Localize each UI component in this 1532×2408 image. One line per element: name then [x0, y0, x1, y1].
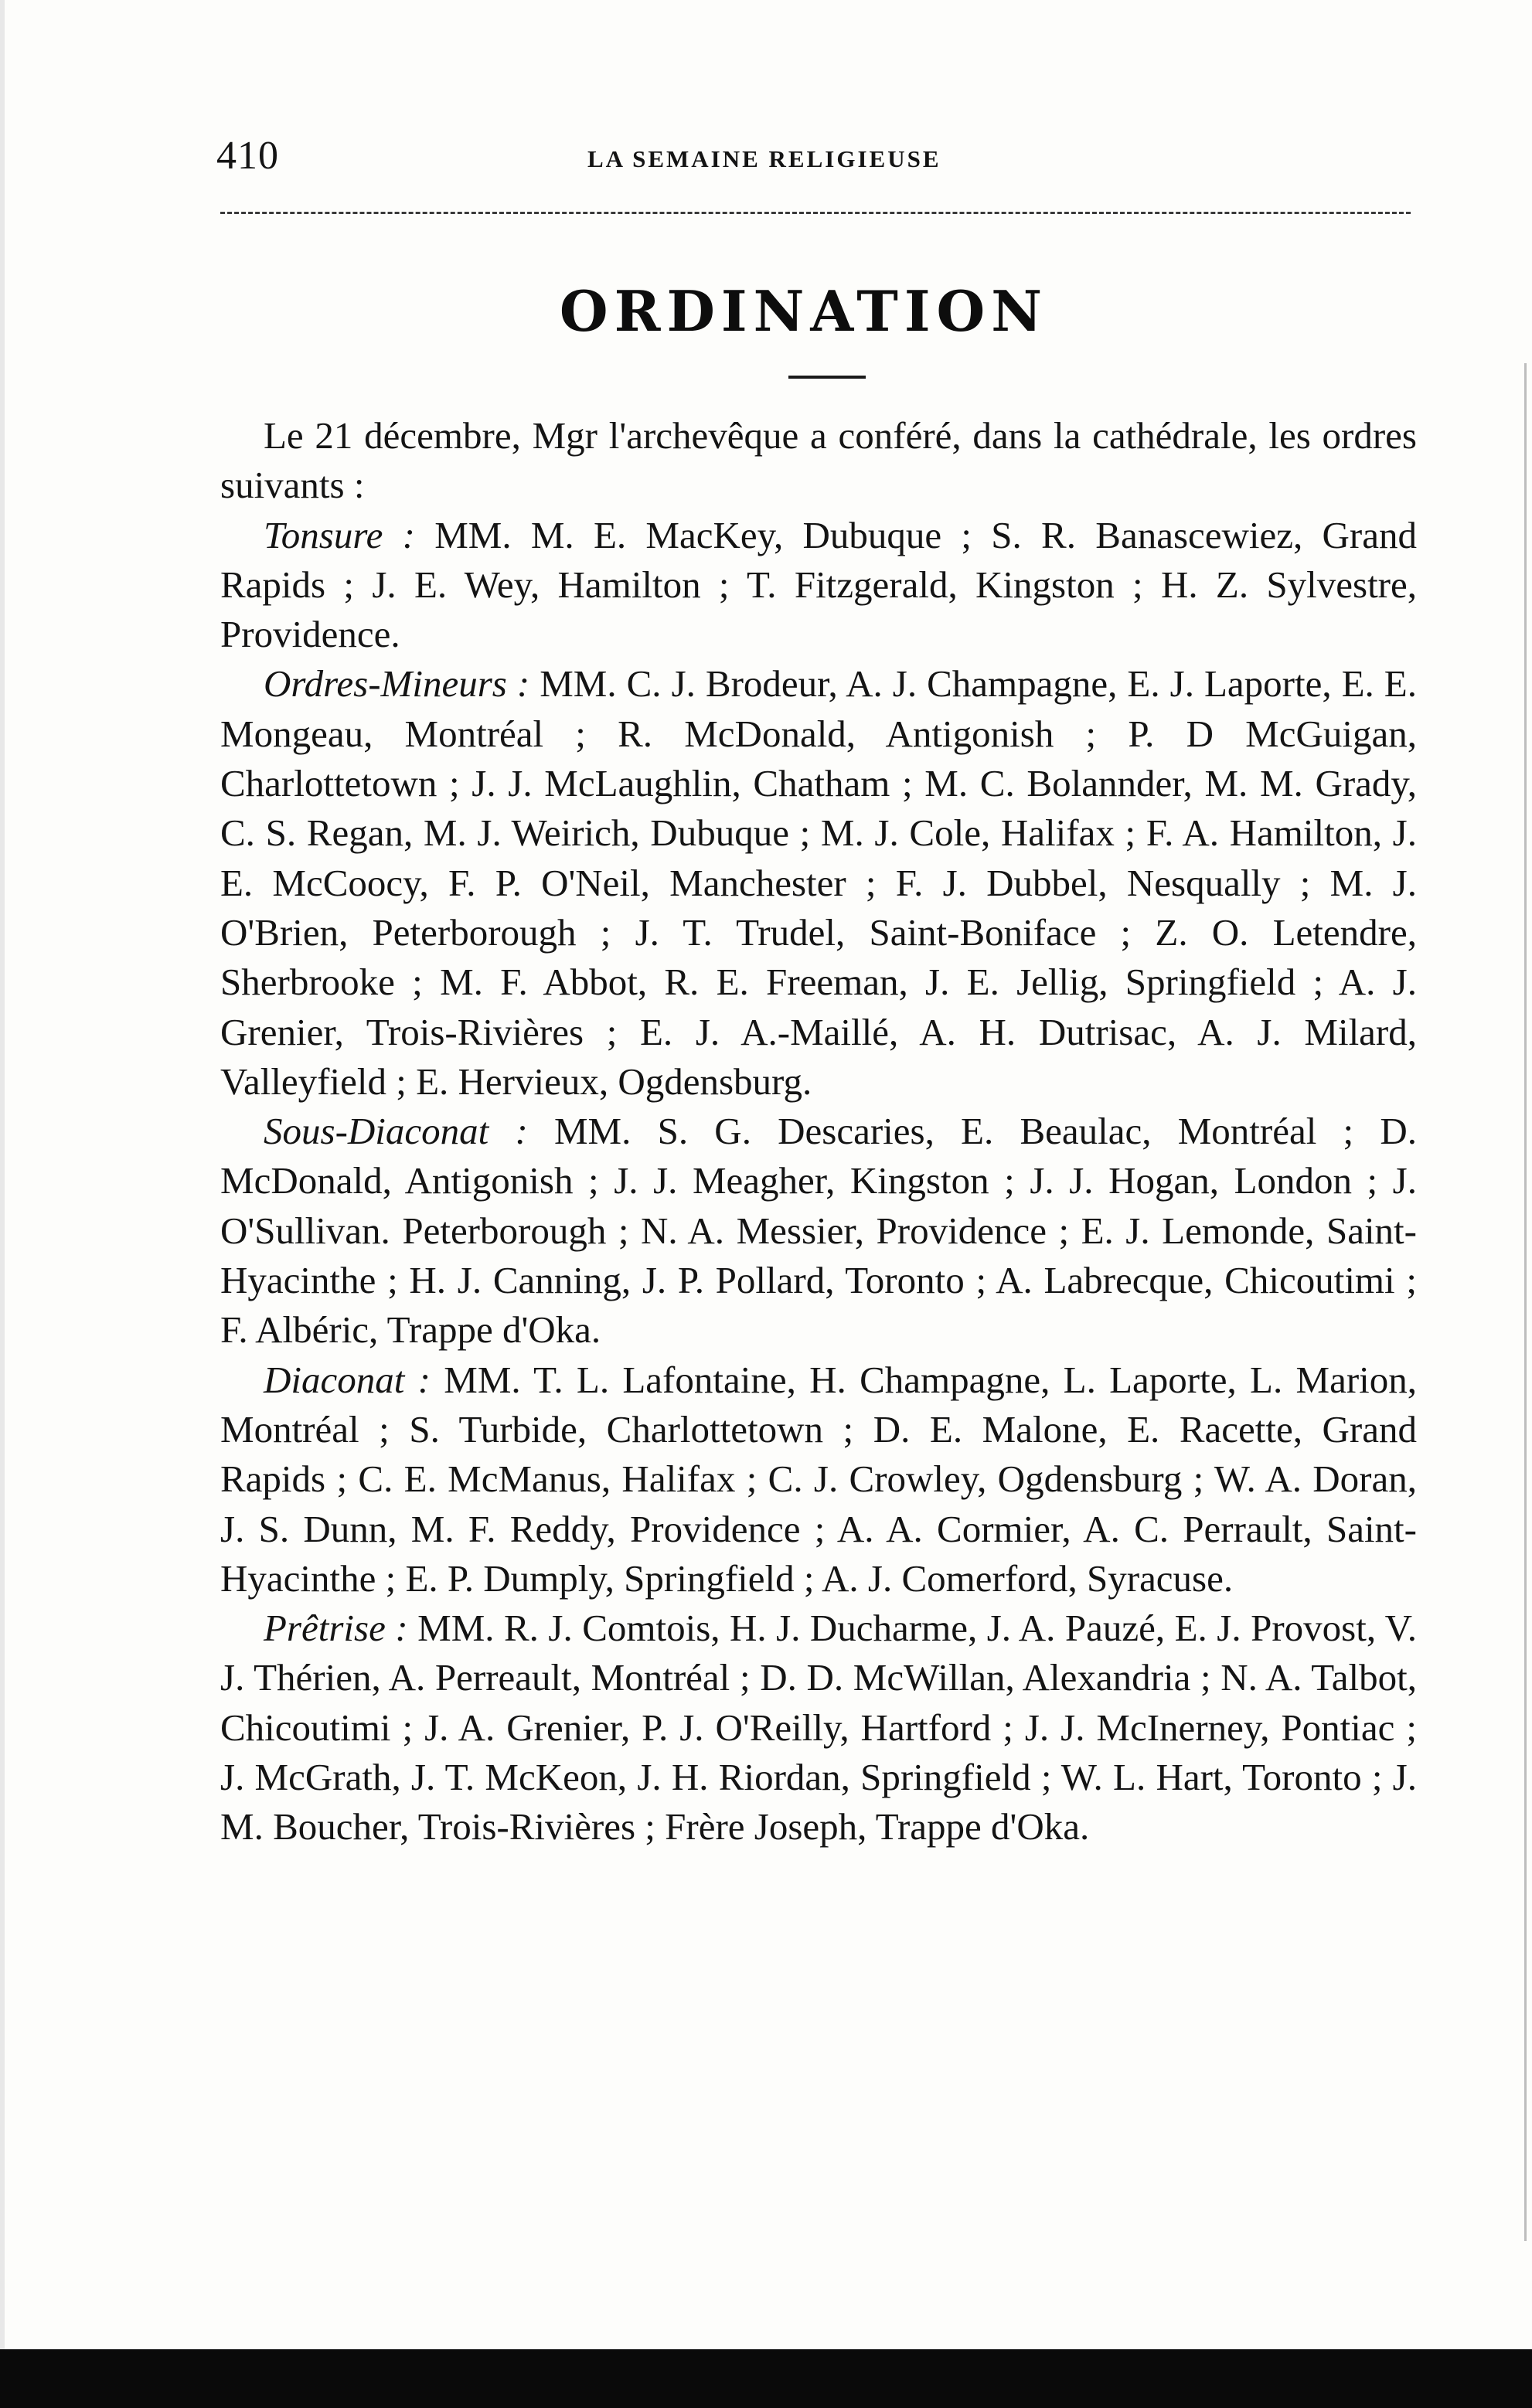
running-title: LA SEMAINE RELIGIEUSE — [587, 145, 941, 172]
scan-bottom-border — [0, 2349, 1532, 2408]
order-label-sous-diaconat: Sous-Diaconat : — [264, 1110, 528, 1153]
order-label-tonsure: Tonsure : — [264, 513, 415, 556]
intro-paragraph: Le 21 décembre, Mgr l'archevêque a conféré, dans la cathédrale, les ordres suivants : — [220, 414, 1417, 507]
order-text-diaconat: MM. T. L. Lafontaine, H. Champagne, L. Laporte, L. Marion, Montréal ; S. Turbide, Charlottetown ; D. E. Malone, E. Racette, Grand Rapids ; C. E. McManus, Halifax ; C. J. Crowley, Ogdensburg ; W. A. Doran, J. S. Dunn, M. F. Reddy, Providence ; A. A. Cormier, A. C. Perrault, Saint-Hyacinthe ; E. P. Dumply, Springfield ; A. J. Comerford, Syracuse. — [220, 1358, 1417, 1600]
section-title: ORDINATION — [559, 278, 1049, 344]
order-label-pretrise: Prêtrise : — [264, 1607, 408, 1650]
paragraph-tonsure — [220, 511, 1417, 660]
title-rule — [788, 376, 866, 379]
order-label-diaconat: Diaconat : — [264, 1358, 431, 1401]
page-header — [216, 133, 1422, 179]
paragraph-pretrise — [220, 1604, 1417, 1852]
order-label-ordres-mineurs: Ordres-Mineurs : — [264, 662, 530, 706]
paragraph-sous-diaconat — [220, 1107, 1417, 1355]
page-number: 410 — [216, 134, 279, 178]
page-left-edge — [0, 0, 5, 2349]
header-rule — [220, 212, 1411, 214]
paragraph-ordres-mineurs — [220, 659, 1417, 1107]
order-text-sous-diaconat: MM. S. G. Descaries, E. Beaulac, Montréal ; D. McDonald, Antigonish ; J. J. Meagher, Kingston ; J. J. Hogan, London ; J. O'Sullivan. Peterborough ; N. A. Messier, Providence ; E. J. Lemonde, Saint-Hyacinthe ; H. J. Canning, J. P. Pollard, Toronto ; A. Labrecque, Chicoutimi ; F. Albéric, Trappe d'Oka. — [220, 1110, 1417, 1352]
article-body — [220, 411, 1417, 1852]
order-text-ordres-mineurs: MM. C. J. Brodeur, A. J. Champagne, E. J. Laporte, E. E. Mongeau, Montréal ; R. McDonald, Antigonish ; P. D McGuigan, Charlottetown ; J. J. McLaughlin, Chatham ; M. C. Bolannder, M. M. Grady, C. S. Regan, M. J. Weirich, Dubuque ; M. J. Cole, Halifax ; F. A. Hamilton, J. E. McCoocy, F. P. O'Neil, Manchester ; F. J. Dubbel, Nesqually ; M. J. O'Brien, Peterborough ; J. T. Trudel, Saint-Boniface ; Z. O. Letendre, Sherbrooke ; M. F. Abbot, R. E. Freeman, J. E. Jellig, Springfield ; A. J. Grenier, Trois-Rivières ; E. J. A.-Maillé, A. H. Dutrisac, A. J. Milard, Valleyfield ; E. Hervieux, Ogdensburg. — [220, 662, 1417, 1103]
gutter-line — [1524, 363, 1527, 2241]
order-text-tonsure: MM. M. E. MacKey, Dubuque ; S. R. Banascewiez, Grand Rapids ; J. E. Wey, Hamilton ; T. Fitzgerald, Kingston ; H. Z. Sylvestre, Providence. — [220, 513, 1417, 656]
order-text-pretrise: MM. R. J. Comtois, H. J. Ducharme, J. A. Pauzé, E. J. Provost, V. J. Thérien, A. Perreault, Montréal ; D. D. McWillan, Alexandria ; N. A. Talbot, Chicoutimi ; J. A. Grenier, P. J. O'Reilly, Hartford ; J. J. McInerney, Pontiac ; J. McGrath, J. T. McKeon, J. H. Riordan, Springfield ; W. L. Hart, Toronto ; J. M. Boucher, Trois-Rivières ; Frère Joseph, Trappe d'Oka. — [220, 1607, 1417, 1849]
paragraph-diaconat — [220, 1355, 1417, 1604]
